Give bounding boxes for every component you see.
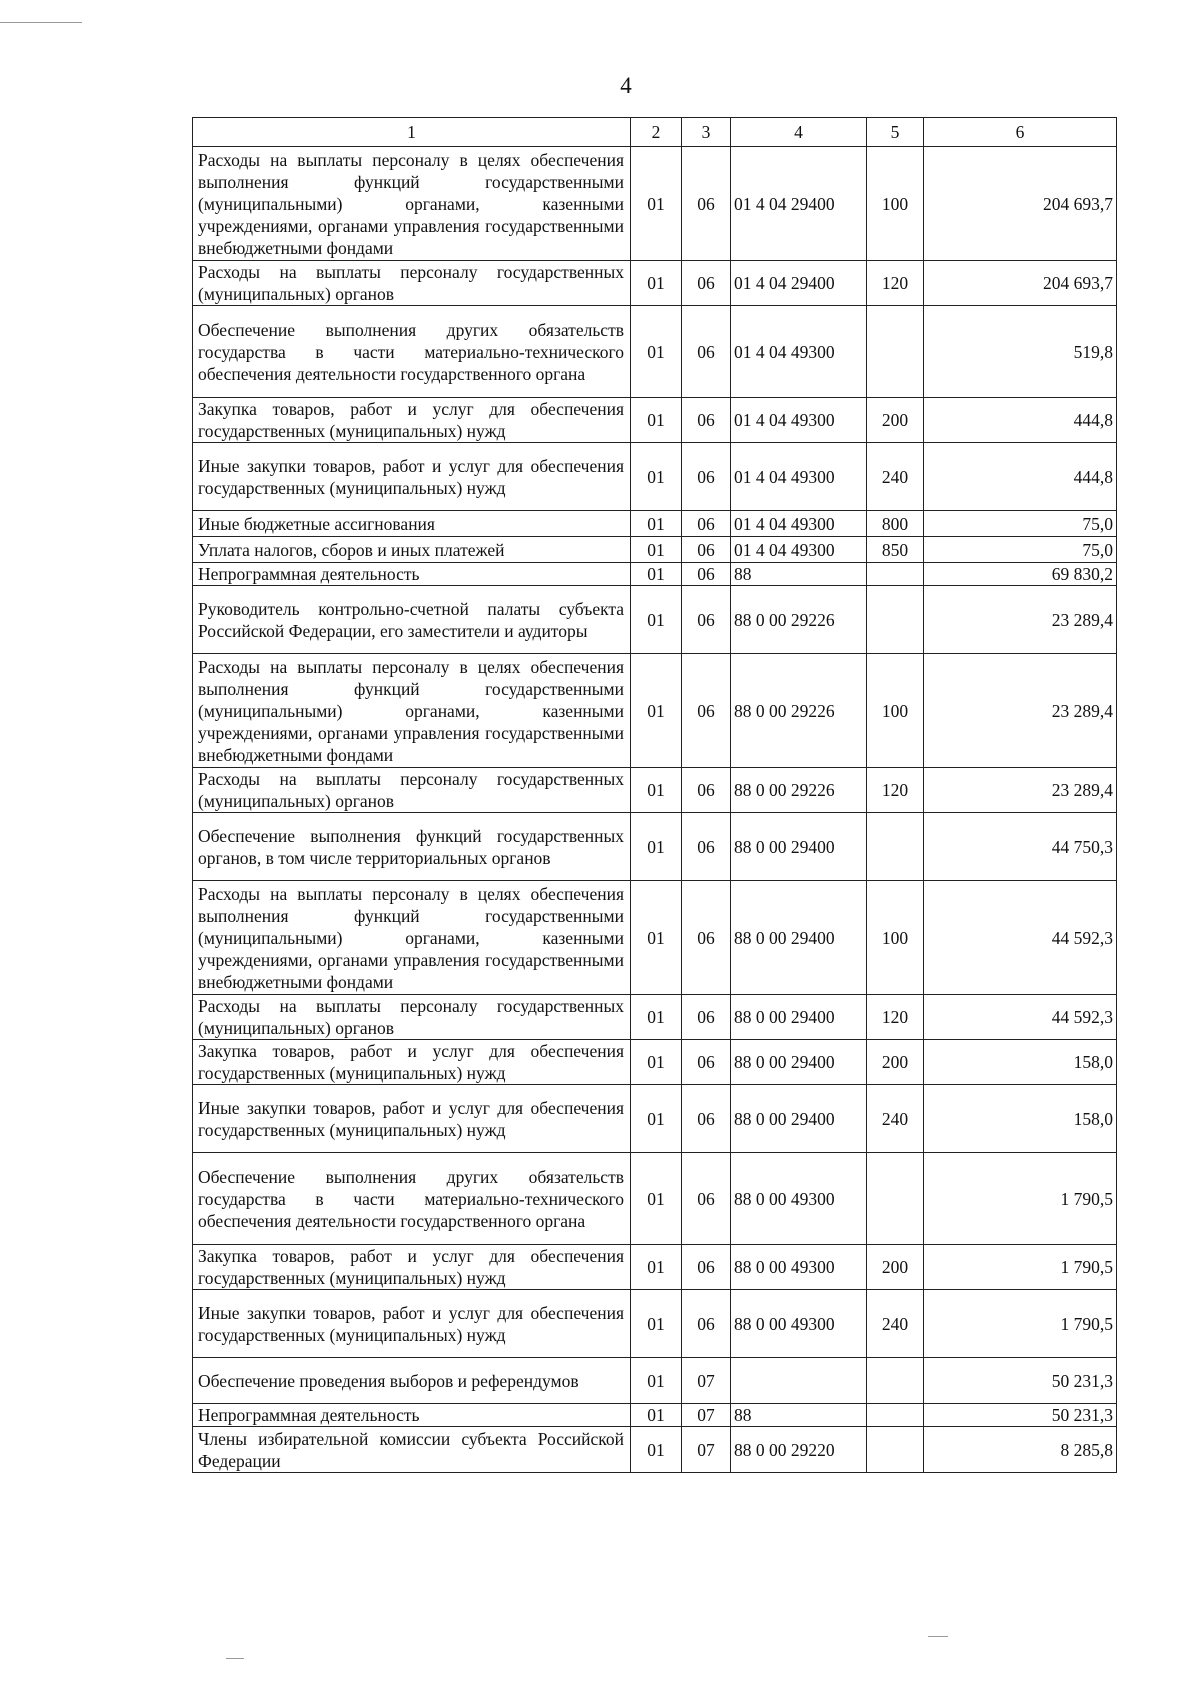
table-row: [193, 586, 1117, 654]
row-description: Расходы на выплаты персоналу в целях обеспечения выполнения функций государственными (муниципальными) органами, казенными учреждениями, органами управления государственными внебюджетными фондами: [193, 654, 631, 768]
row-section-code: 01: [631, 1153, 682, 1245]
row-description: Непрограммная деятельность: [193, 563, 631, 586]
row-target-article: 88 0 00 29400: [731, 1040, 867, 1085]
row-amount: 444,8: [924, 398, 1117, 443]
row-amount: 75,0: [924, 537, 1117, 563]
row-section-code: 01: [631, 306, 682, 398]
row-amount: 69 830,2: [924, 563, 1117, 586]
row-target-article: 88 0 00 29226: [731, 654, 867, 768]
table-row: [193, 398, 1117, 443]
row-section-code: 01: [631, 881, 682, 995]
row-target-article: [731, 1358, 867, 1404]
row-section-code: 01: [631, 586, 682, 654]
row-target-article: 88 0 00 29400: [731, 813, 867, 881]
row-target-article: 88 0 00 29400: [731, 995, 867, 1040]
row-amount: 44 750,3: [924, 813, 1117, 881]
row-amount: 23 289,4: [924, 654, 1117, 768]
row-subsection-code: 06: [682, 654, 731, 768]
scan-artifact-line: [928, 1636, 948, 1637]
row-section-code: 01: [631, 1427, 682, 1473]
row-expense-type: 120: [867, 768, 924, 813]
table-row: [193, 443, 1117, 511]
table-row: [193, 261, 1117, 306]
row-target-article: 88 0 00 29400: [731, 1085, 867, 1153]
row-section-code: 01: [631, 813, 682, 881]
table-row: [193, 563, 1117, 586]
row-expense-type: 240: [867, 1085, 924, 1153]
column-header: 5: [867, 118, 924, 147]
row-section-code: 01: [631, 1040, 682, 1085]
row-expense-type: 120: [867, 261, 924, 306]
row-subsection-code: 06: [682, 1290, 731, 1358]
column-header: 3: [682, 118, 731, 147]
row-amount: 204 693,7: [924, 261, 1117, 306]
table-row: [193, 654, 1117, 768]
row-subsection-code: 06: [682, 813, 731, 881]
row-target-article: 88 0 00 49300: [731, 1290, 867, 1358]
table-row: [193, 511, 1117, 537]
row-section-code: 01: [631, 563, 682, 586]
scan-artifact-line: [0, 22, 82, 23]
row-expense-type: [867, 813, 924, 881]
table-row: [193, 1358, 1117, 1404]
row-target-article: 88 0 00 49300: [731, 1245, 867, 1290]
row-amount: 50 231,3: [924, 1358, 1117, 1404]
budget-table: [192, 117, 1117, 1473]
row-amount: 44 592,3: [924, 995, 1117, 1040]
row-description: Иные закупки товаров, работ и услуг для обеспечения государственных (муниципальных) нужд: [193, 1085, 631, 1153]
row-target-article: 01 4 04 29400: [731, 147, 867, 261]
row-section-code: 01: [631, 261, 682, 306]
row-subsection-code: 06: [682, 1085, 731, 1153]
row-subsection-code: 06: [682, 511, 731, 537]
column-header: 4: [731, 118, 867, 147]
table-row: [193, 537, 1117, 563]
row-description: Обеспечение проведения выборов и референдумов: [193, 1358, 631, 1404]
table-row: [193, 1040, 1117, 1085]
row-section-code: 01: [631, 1085, 682, 1153]
row-description: Закупка товаров, работ и услуг для обеспечения государственных (муниципальных) нужд: [193, 1040, 631, 1085]
row-description: Иные закупки товаров, работ и услуг для обеспечения государственных (муниципальных) нужд: [193, 443, 631, 511]
column-header: 1: [193, 118, 631, 147]
row-section-code: 01: [631, 1358, 682, 1404]
row-amount: 519,8: [924, 306, 1117, 398]
row-subsection-code: 06: [682, 881, 731, 995]
row-amount: 444,8: [924, 443, 1117, 511]
row-expense-type: 240: [867, 1290, 924, 1358]
row-section-code: 01: [631, 654, 682, 768]
row-description: Обеспечение выполнения других обязательств государства в части материально-технического обеспечения деятельности государственного органа: [193, 1153, 631, 1245]
row-amount: 75,0: [924, 511, 1117, 537]
row-section-code: 01: [631, 1290, 682, 1358]
row-section-code: 01: [631, 1245, 682, 1290]
row-expense-type: 100: [867, 654, 924, 768]
row-description: Обеспечение выполнения функций государственных органов, в том числе территориальных органов: [193, 813, 631, 881]
table-header-row: [193, 118, 1117, 147]
row-section-code: 01: [631, 443, 682, 511]
column-header: 6: [924, 118, 1117, 147]
table-row: [193, 1153, 1117, 1245]
row-subsection-code: 06: [682, 586, 731, 654]
row-section-code: 01: [631, 398, 682, 443]
row-amount: 158,0: [924, 1085, 1117, 1153]
row-amount: 8 285,8: [924, 1427, 1117, 1473]
row-description: Расходы на выплаты персоналу государственных (муниципальных) органов: [193, 261, 631, 306]
row-description: Обеспечение выполнения других обязательств государства в части материально-технического обеспечения деятельности государственного органа: [193, 306, 631, 398]
row-section-code: 01: [631, 995, 682, 1040]
row-description: Закупка товаров, работ и услуг для обеспечения государственных (муниципальных) нужд: [193, 1245, 631, 1290]
table-row: [193, 1290, 1117, 1358]
row-subsection-code: 06: [682, 563, 731, 586]
row-expense-type: [867, 563, 924, 586]
row-target-article: 01 4 04 49300: [731, 306, 867, 398]
scan-artifact-line: [226, 1658, 244, 1659]
table-body: [193, 147, 1117, 1473]
row-expense-type: 240: [867, 443, 924, 511]
row-description: Иные бюджетные ассигнования: [193, 511, 631, 537]
row-expense-type: [867, 1358, 924, 1404]
row-amount: 204 693,7: [924, 147, 1117, 261]
row-subsection-code: 06: [682, 443, 731, 511]
row-subsection-code: 06: [682, 768, 731, 813]
row-target-article: 01 4 04 29400: [731, 261, 867, 306]
row-subsection-code: 06: [682, 261, 731, 306]
row-target-article: 88 0 00 49300: [731, 1153, 867, 1245]
row-target-article: 88 0 00 29226: [731, 586, 867, 654]
row-subsection-code: 07: [682, 1358, 731, 1404]
row-subsection-code: 06: [682, 398, 731, 443]
row-expense-type: 200: [867, 1040, 924, 1085]
table-row: [193, 1404, 1117, 1427]
row-subsection-code: 06: [682, 1245, 731, 1290]
row-amount: 1 790,5: [924, 1245, 1117, 1290]
row-expense-type: 100: [867, 147, 924, 261]
table-row: [193, 1427, 1117, 1473]
row-expense-type: 800: [867, 511, 924, 537]
row-subsection-code: 07: [682, 1404, 731, 1427]
row-amount: 1 790,5: [924, 1290, 1117, 1358]
row-description: Непрограммная деятельность: [193, 1404, 631, 1427]
row-description: Расходы на выплаты персоналу в целях обеспечения выполнения функций государственными (муниципальными) органами, казенными учреждениями, органами управления государственными внебюджетными фондами: [193, 881, 631, 995]
table-row: [193, 813, 1117, 881]
table-row: [193, 881, 1117, 995]
row-expense-type: [867, 1404, 924, 1427]
row-target-article: 88: [731, 1404, 867, 1427]
row-section-code: 01: [631, 768, 682, 813]
row-target-article: 88: [731, 563, 867, 586]
table-row: [193, 306, 1117, 398]
row-amount: 23 289,4: [924, 768, 1117, 813]
row-description: Члены избирательной комиссии субъекта Российской Федерации: [193, 1427, 631, 1473]
column-header: 2: [631, 118, 682, 147]
row-description: Закупка товаров, работ и услуг для обеспечения государственных (муниципальных) нужд: [193, 398, 631, 443]
row-description: Расходы на выплаты персоналу государственных (муниципальных) органов: [193, 995, 631, 1040]
row-description: Иные закупки товаров, работ и услуг для обеспечения государственных (муниципальных) нужд: [193, 1290, 631, 1358]
row-expense-type: 200: [867, 398, 924, 443]
row-description: Расходы на выплаты персоналу государственных (муниципальных) органов: [193, 768, 631, 813]
row-description: Уплата налогов, сборов и иных платежей: [193, 537, 631, 563]
row-target-article: 01 4 04 49300: [731, 537, 867, 563]
row-target-article: 01 4 04 49300: [731, 398, 867, 443]
row-section-code: 01: [631, 147, 682, 261]
row-target-article: 88 0 00 29226: [731, 768, 867, 813]
row-target-article: 88 0 00 29400: [731, 881, 867, 995]
row-expense-type: [867, 306, 924, 398]
row-expense-type: [867, 1153, 924, 1245]
page-number: 4: [620, 73, 632, 98]
row-target-article: 01 4 04 49300: [731, 443, 867, 511]
row-section-code: 01: [631, 537, 682, 563]
row-expense-type: 200: [867, 1245, 924, 1290]
row-amount: 1 790,5: [924, 1153, 1117, 1245]
table-row: [193, 1085, 1117, 1153]
row-subsection-code: 06: [682, 306, 731, 398]
row-expense-type: [867, 1427, 924, 1473]
row-subsection-code: 06: [682, 147, 731, 261]
row-subsection-code: 06: [682, 1153, 731, 1245]
row-expense-type: 100: [867, 881, 924, 995]
row-expense-type: 120: [867, 995, 924, 1040]
table-row: [193, 768, 1117, 813]
row-subsection-code: 07: [682, 1427, 731, 1473]
row-description: Руководитель контрольно-счетной палаты субъекта Российской Федерации, его заместители и аудиторы: [193, 586, 631, 654]
row-section-code: 01: [631, 1404, 682, 1427]
row-amount: 23 289,4: [924, 586, 1117, 654]
row-amount: 44 592,3: [924, 881, 1117, 995]
row-subsection-code: 06: [682, 1040, 731, 1085]
row-expense-type: [867, 586, 924, 654]
row-amount: 158,0: [924, 1040, 1117, 1085]
table-row: [193, 147, 1117, 261]
row-subsection-code: 06: [682, 995, 731, 1040]
row-subsection-code: 06: [682, 537, 731, 563]
table-row: [193, 1245, 1117, 1290]
table-row: [193, 995, 1117, 1040]
row-expense-type: 850: [867, 537, 924, 563]
row-amount: 50 231,3: [924, 1404, 1117, 1427]
row-description: Расходы на выплаты персоналу в целях обеспечения выполнения функций государственными (муниципальными) органами, казенными учреждениями, органами управления государственными внебюджетными фондами: [193, 147, 631, 261]
row-section-code: 01: [631, 511, 682, 537]
row-target-article: 01 4 04 49300: [731, 511, 867, 537]
row-target-article: 88 0 00 29220: [731, 1427, 867, 1473]
